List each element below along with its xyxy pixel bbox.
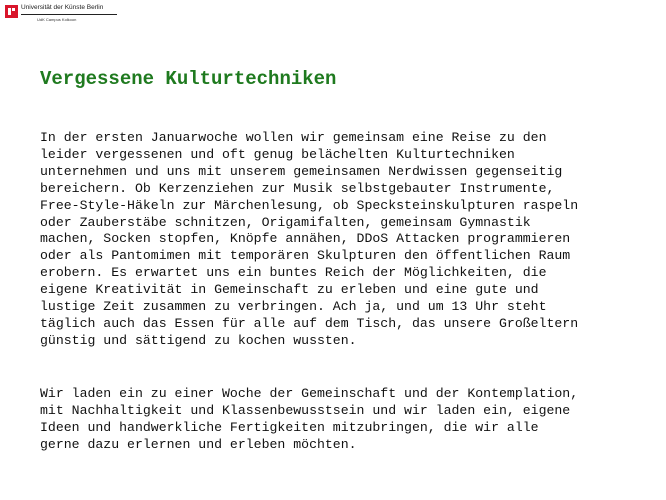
paragraph-line: eigene Kreativität in Gemeinschaft zu erleben und eine gute und: [40, 282, 539, 298]
page-title: Vergessene Kulturtechniken: [40, 68, 337, 90]
paragraph-line: In der ersten Januarwoche wollen wir gemeinsam eine Reise zu den: [40, 130, 547, 145]
institution-name: Universität der Künste Berlin: [21, 4, 104, 11]
logo-text: [21, 4, 117, 22]
campus-name: UdK Campus Kolkoon: [37, 17, 77, 22]
paragraph-line: lustige Zeit zusammen zu verbringen. Ach ja, und um 13 Uhr steht: [40, 299, 547, 315]
intro-paragraph: [40, 130, 578, 350]
udk-logo-icon: [5, 5, 18, 18]
institution-logo[interactable]: [5, 4, 117, 26]
paragraph-line: oder Zauberstäbe schnitzen, Origamifalten, gemeinsam Gymnastik: [40, 214, 531, 230]
paragraph-line: mit Nachhaltigkeit und Klassenbewusstsein und wir laden ein, eigene: [40, 402, 571, 418]
paragraph-line: leider vergessenen und oft genug belächelten Kulturtechniken: [40, 146, 515, 162]
paragraph-line: günstig und sättigend zu kochen wussten.: [40, 332, 357, 348]
paragraph-line: Wir laden ein zu einer Woche der Gemeinschaft und der Kontemplation,: [40, 386, 579, 401]
paragraph-line: machen, Socken stopfen, Knöpfe annähen, DDoS Attacken programmieren: [40, 231, 571, 247]
paragraph-line: oder als Pantomimen mit temporären Skulpturen den öffentlichen Raum: [40, 248, 571, 264]
paragraph-line: Free-Style-Häkeln zur Märchenlesung, ob Specksteinskulpturen raspeln: [40, 197, 579, 213]
paragraph-line: täglich auch das Essen für alle auf dem Tisch, das unsere Großeltern: [40, 315, 579, 331]
invitation-paragraph: [40, 386, 578, 454]
paragraph-line: gerne dazu erlernen und erleben möchten.: [40, 436, 357, 452]
paragraph-line: erobern. Es erwartet uns ein buntes Reich der Möglichkeiten, die: [40, 265, 547, 281]
paragraph-line: Ideen und handwerkliche Fertigkeiten mitzubringen, die wir alle: [40, 419, 539, 435]
paragraph-line: unternehmen und uns mit unserem gemeinsamen Nerdwissen gegenseitig: [40, 163, 563, 179]
paragraph-line: bereichern. Ob Kerzenziehen zur Musik selbstgebauter Instrumente,: [40, 180, 555, 196]
logo-divider: [21, 14, 117, 15]
